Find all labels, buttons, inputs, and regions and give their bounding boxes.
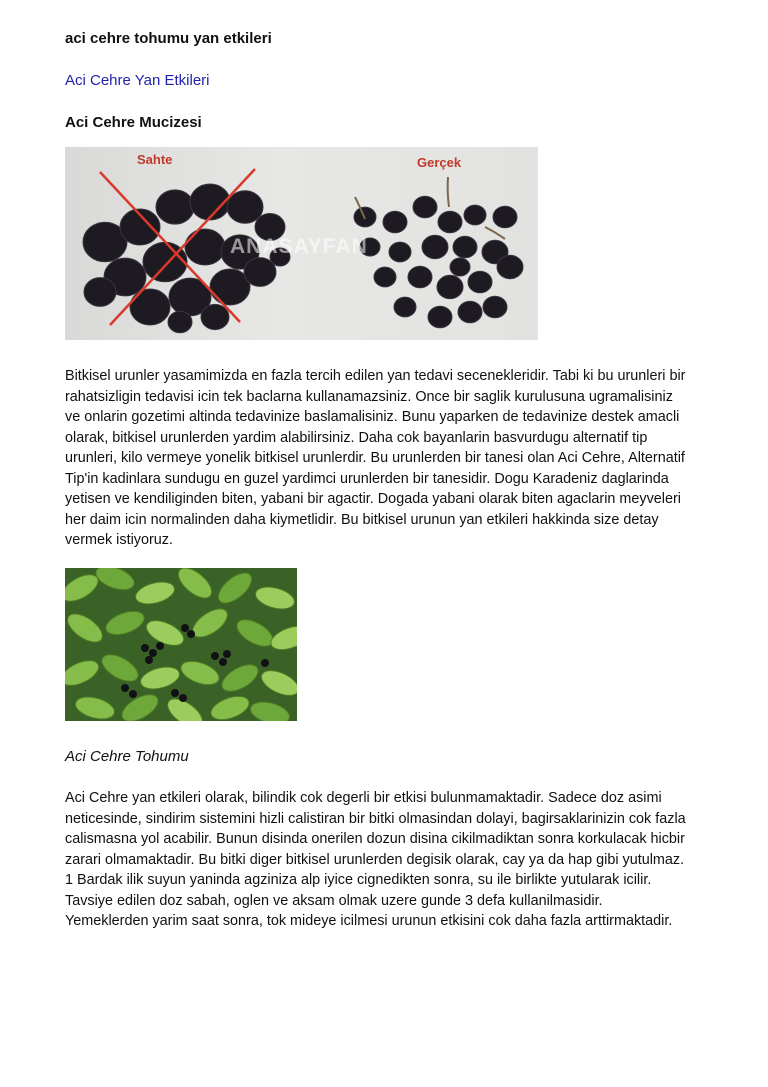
image-caption: Aci Cehre Tohumu xyxy=(65,748,189,765)
real-berry xyxy=(428,306,452,328)
paragraph-line: Aci Cehre yan etkileri olarak, bilindik cok degerli bir etkisi bulunmamaktadir. Sadece doz asimi xyxy=(65,790,662,806)
fake-berry xyxy=(156,190,194,224)
black-berry xyxy=(141,644,149,652)
paragraph-line: neticesinde, sindirim sistemini hizli calistiran bir bitki olmasindan dolayi, bagirsaklarinizin cok fazla xyxy=(65,810,686,827)
real-berry xyxy=(438,211,462,233)
paragraph-line: calismasna yol acabilir. Bunun disinda onerilen dozun disina cikilmadiktan sonra korkulacak hicbir xyxy=(65,831,685,847)
real-berry xyxy=(450,258,470,276)
black-berry xyxy=(219,658,227,666)
black-berry xyxy=(121,684,129,692)
fake-berry xyxy=(185,229,225,265)
paragraph-line: yetisen ve kendiliginden biten, yabani bir agactir. Dogada yabani olarak biten agaclarin meyveleri xyxy=(65,491,681,507)
section-heading: Aci Cehre Mucizesi xyxy=(65,114,202,131)
side-effects-paragraph xyxy=(65,788,740,932)
black-berry xyxy=(223,650,231,658)
side-effects-link[interactable]: Aci Cehre Yan Etkileri xyxy=(65,72,210,89)
black-berry xyxy=(129,690,137,698)
paragraph-line: her daim icin normalinden daha kiymetlidir. Bu bitkisel urunun yan etkileri hakkinda size detay xyxy=(65,511,659,528)
real-berry xyxy=(374,267,396,287)
black-berry xyxy=(171,689,179,697)
real-berry xyxy=(422,235,448,258)
black-berry xyxy=(145,656,153,664)
real-label: Gerçek xyxy=(417,155,462,170)
real-berry xyxy=(413,196,437,218)
real-berry xyxy=(453,236,477,258)
intro-paragraph xyxy=(65,366,740,551)
paragraph-line: Bitkisel urunler yasamimizda en fazla tercih edilen yan tedavi secenekleridir. Tabi ki bu urunleri bir xyxy=(65,368,686,384)
real-berry xyxy=(483,296,507,318)
buckthorn-plant-image xyxy=(65,568,297,721)
document-title: aci cehre tohumu yan etkileri xyxy=(65,30,272,47)
fake-label: Sahte xyxy=(137,152,173,167)
real-berry xyxy=(458,301,482,323)
real-berry xyxy=(468,271,492,293)
paragraph-line: Tip'in kadinlara sundugu en guzel yardimci urunlerden bir tanesidir. Dogu Karadeniz daglarinda xyxy=(65,470,669,487)
real-berry xyxy=(497,255,523,278)
paragraph-line: vermek istiyoruz. xyxy=(65,532,173,548)
real-berries-group xyxy=(354,196,523,328)
paragraph-line: olarak, bitkisel urunlerden yardim alabilirsiniz. Daha cok bayanlarin basvurdugu alternatif tip xyxy=(65,429,648,446)
black-berry xyxy=(261,659,269,667)
paragraph-line: zarari olmamaktadir. Bu bitki diger bitkisel urunlerden degisik olarak, cay ya da hap gibi yutulmaz. xyxy=(65,851,685,868)
real-berry xyxy=(383,211,407,233)
real-berry xyxy=(394,297,416,317)
fake-berry xyxy=(84,278,116,307)
fake-berry xyxy=(227,191,263,223)
black-berry xyxy=(149,649,157,657)
black-berry xyxy=(156,642,164,650)
real-berry xyxy=(437,275,463,298)
real-berry xyxy=(389,242,411,262)
leaves-illustration xyxy=(65,568,297,721)
black-berry xyxy=(181,624,189,632)
real-berry xyxy=(408,266,432,288)
black-berry xyxy=(179,694,187,702)
real-berry xyxy=(464,205,486,225)
paragraph-line: 1 Bardak ilik suyun yaninda agziniza alp iyice cignedikten sonra, su ile birlikte yutularak icilir. xyxy=(65,872,652,888)
paragraph-line: Yemeklerden yarim saat sonra, tok mideye icilmesi urunun etkisini cok daha fazla arttirmaktadir. xyxy=(65,913,673,929)
fake-vs-real-berries-image xyxy=(65,147,538,340)
paragraph-line: rahatsizligin tedavisi icin tek baclarna kullanamazsiniz. Once bir saglik kurulusuna ugramalisiniz xyxy=(65,388,673,405)
paragraph-line: ve onlarin gozetimi altinda tedavinize baslamalisiniz. Bunu yaparken de tedavinize destek amacli xyxy=(65,409,680,425)
real-berry xyxy=(493,206,517,228)
fake-berry xyxy=(201,304,229,329)
paragraph-line: Tavsiye edilen doz sabah, oglen ve aksam olmak uzere gunde 3 defa kullanilmasidir. xyxy=(65,892,603,909)
paragraph-line: urunleri, kilo vermeye yonelik bitkisel urunlerdir. Bu urunlerden bir tanesi olan Aci Cehre, Alternatif xyxy=(65,450,685,466)
fake-berry xyxy=(168,311,192,333)
black-berry xyxy=(211,652,219,660)
black-berry xyxy=(187,630,195,638)
fake-berry xyxy=(130,289,170,325)
image-watermark: ANASAYFAN xyxy=(230,235,368,258)
